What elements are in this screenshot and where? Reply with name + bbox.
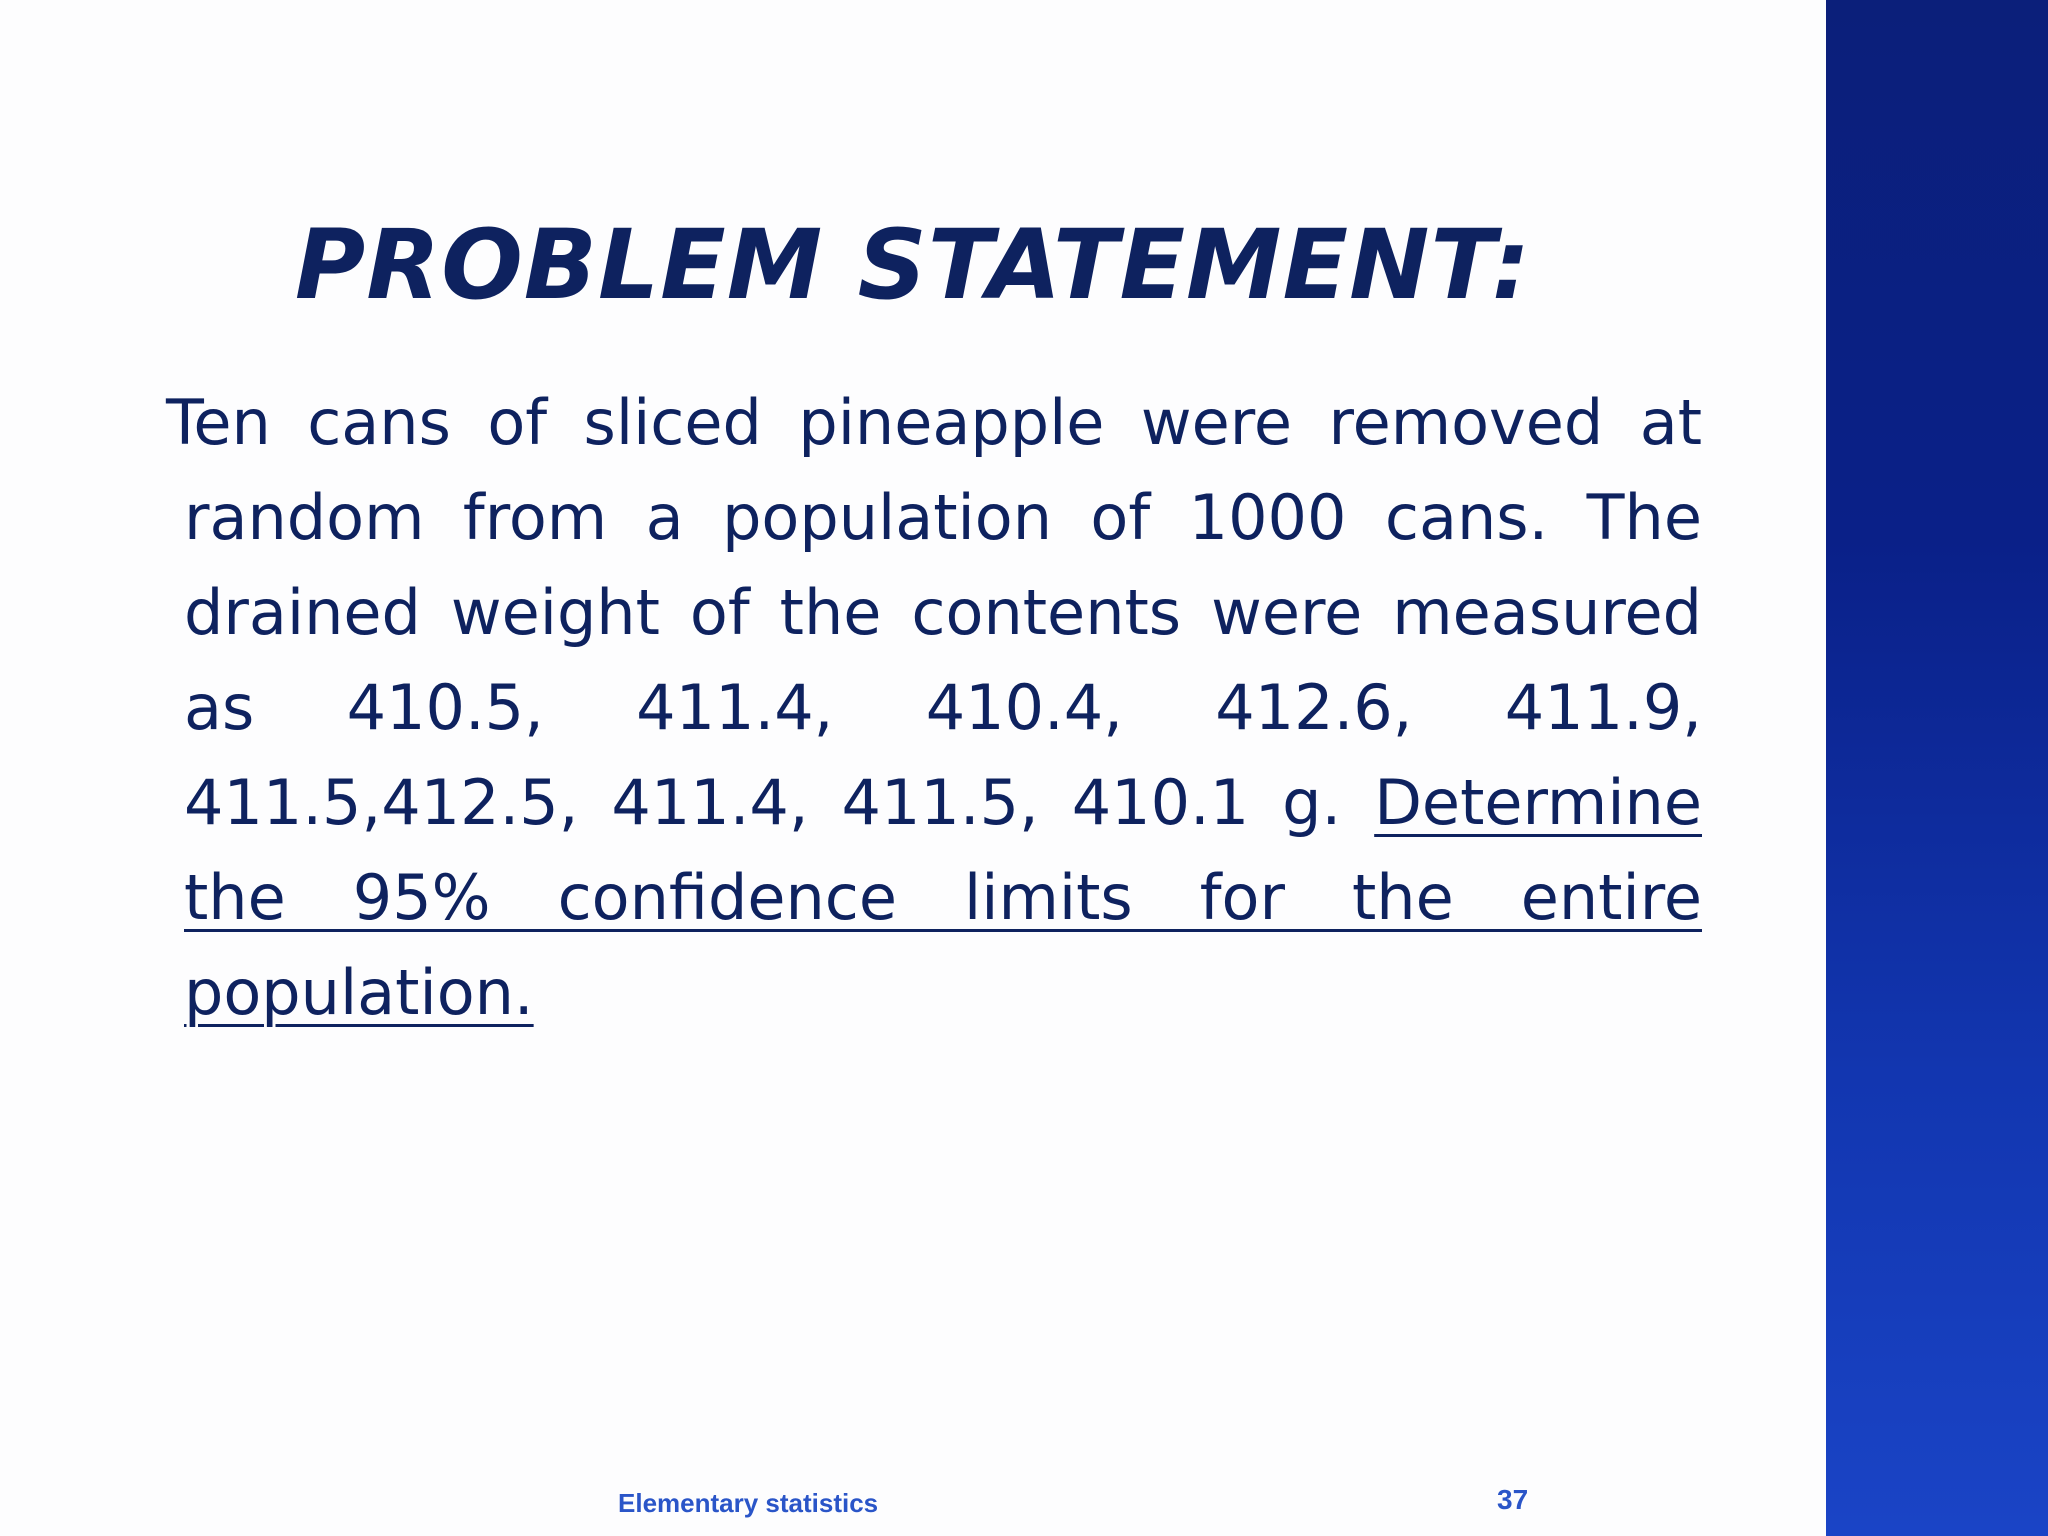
side-panel-decoration	[1826, 0, 2048, 1536]
page-number: 37	[1497, 1484, 1529, 1515]
problem-statement-text: Ten cans of sliced pineapple were removed at random from a population of 1000 cans. The drained weight of the contents were measured as 410.5, 411.4, 410.4, 412.6, 411.9, 411.5,412.5, 411.4, 411.5, 410.1 g.	[166, 386, 1702, 839]
problem-statement-task: Determine the 95% confidence limits for the entire population.	[184, 766, 1702, 1029]
footer-text: Elementary statistics	[618, 1488, 879, 1518]
problem-statement-body	[166, 375, 1702, 1040]
slide-title: PROBLEM STATEMENT:	[294, 209, 1532, 321]
